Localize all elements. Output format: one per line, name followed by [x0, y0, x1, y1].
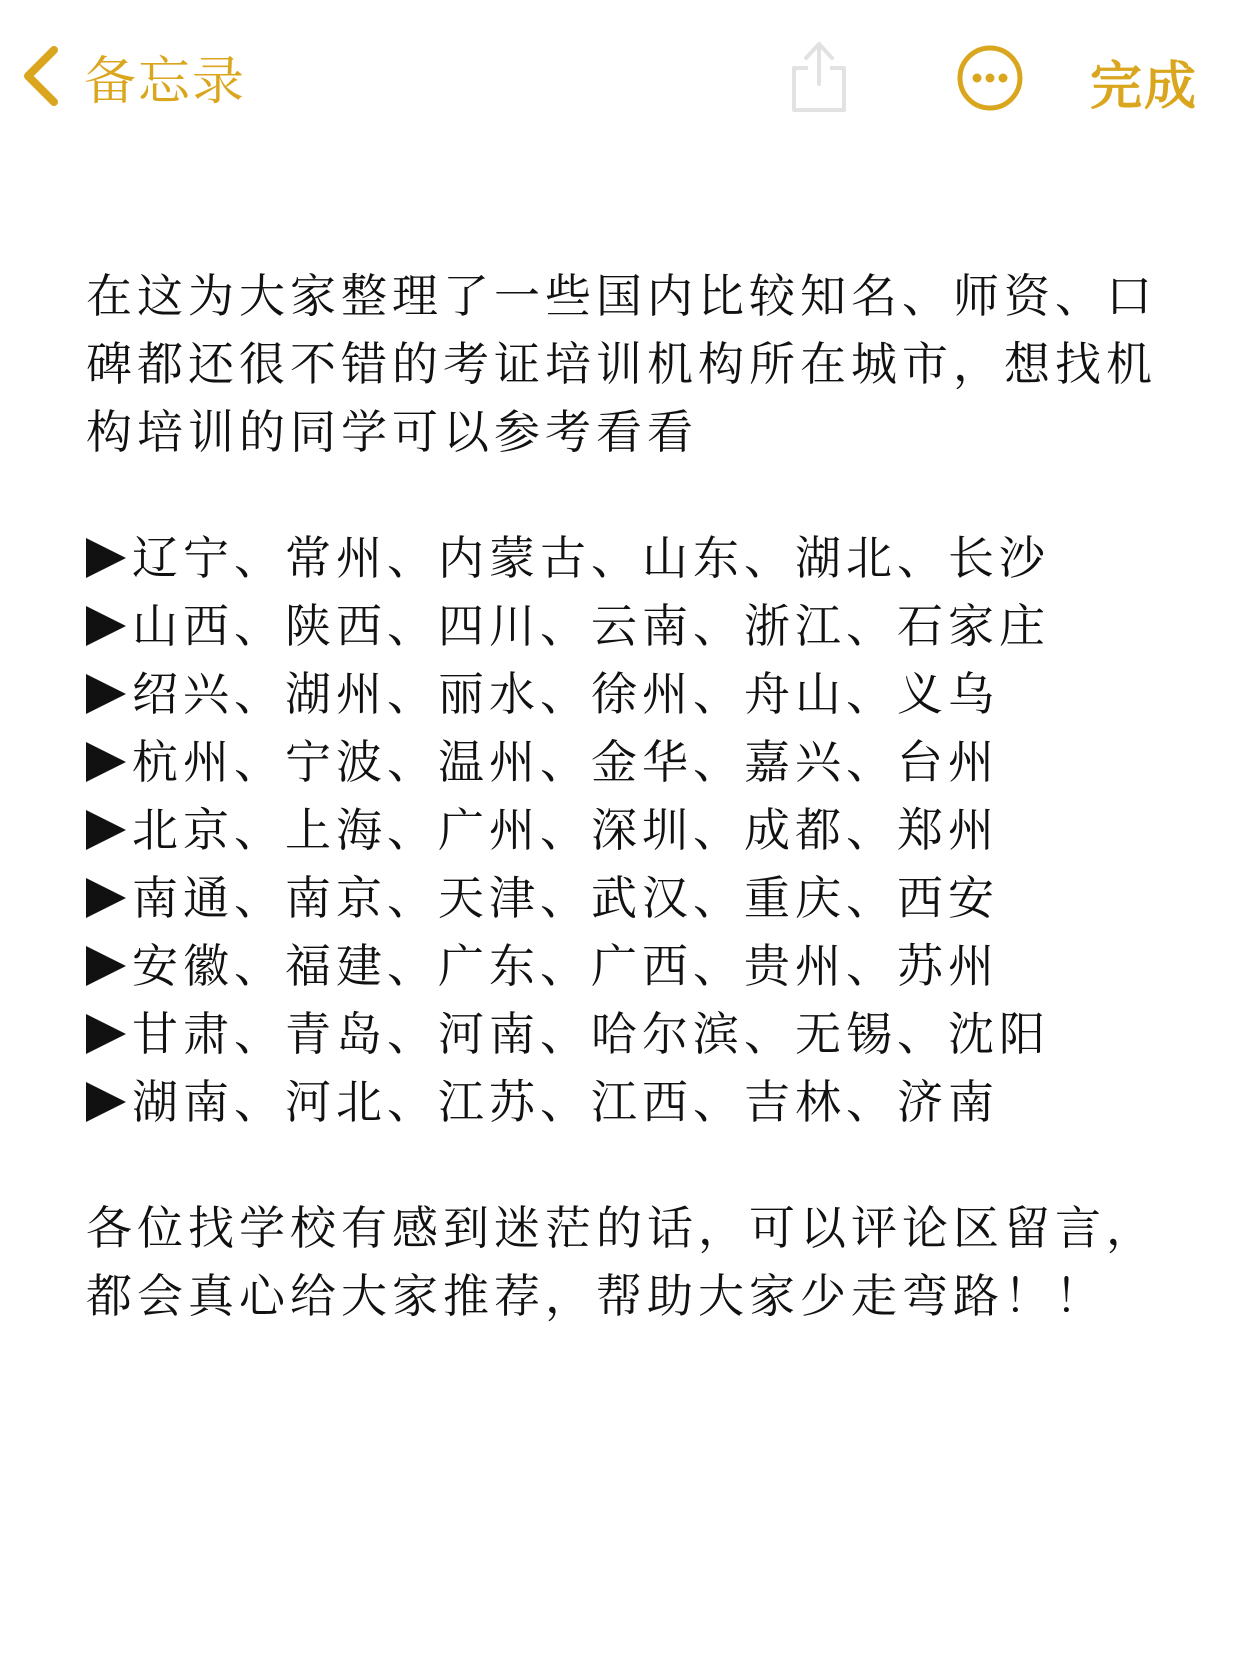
navigation-bar — [0, 0, 1242, 150]
city-list-item-text: 辽宁、常州、内蒙古、山东、湖北、长沙 — [132, 531, 1050, 585]
city-list-item — [86, 932, 1166, 1000]
play-triangle-icon — [86, 810, 126, 850]
play-triangle-icon — [86, 538, 126, 578]
note-body[interactable] — [86, 262, 1166, 1330]
city-list-item — [86, 592, 1166, 660]
back-button[interactable] — [18, 40, 246, 112]
city-list-item-text: 南通、南京、天津、武汉、重庆、西安 — [132, 871, 999, 925]
city-list-item — [86, 1000, 1166, 1068]
city-list-item-text: 安徽、福建、广东、广西、贵州、苏州 — [132, 939, 999, 993]
city-list-item — [86, 796, 1166, 864]
city-list-item — [86, 728, 1166, 796]
note-intro-paragraph: 在这为大家整理了一些国内比较知名、师资、口碑都还很不错的考证培训机构所在城市，想找机构培训的同学可以参考看看 — [86, 269, 1157, 459]
city-list-item — [86, 864, 1166, 932]
city-list-item-text: 山西、陕西、四川、云南、浙江、石家庄 — [132, 599, 1050, 653]
done-button[interactable]: 完成 — [1090, 57, 1199, 117]
chevron-left-icon — [18, 44, 62, 108]
city-list-item — [86, 524, 1166, 592]
play-triangle-icon — [86, 878, 126, 918]
ellipsis-circle-icon — [956, 44, 1024, 112]
city-list-item-text: 甘肃、青岛、河南、哈尔滨、无锡、沈阳 — [132, 1007, 1050, 1061]
play-triangle-icon — [86, 946, 126, 986]
back-label: 备忘录 — [84, 51, 247, 112]
city-list-item-text: 杭州、宁波、温州、金华、嘉兴、台州 — [132, 735, 999, 789]
play-triangle-icon — [86, 1082, 126, 1122]
share-button[interactable] — [786, 38, 852, 114]
city-list-item-text: 绍兴、湖州、丽水、徐州、舟山、义乌 — [132, 667, 999, 721]
play-triangle-icon — [86, 1014, 126, 1054]
play-triangle-icon — [86, 606, 126, 646]
play-triangle-icon — [86, 742, 126, 782]
city-list-item — [86, 1068, 1166, 1136]
city-list — [86, 524, 1166, 1136]
city-list-item — [86, 660, 1166, 728]
more-button[interactable] — [956, 44, 1024, 112]
play-triangle-icon — [86, 674, 126, 714]
share-icon — [786, 38, 852, 114]
note-outro-paragraph: 各位找学校有感到迷茫的话，可以评论区留言，都会真心给大家推荐，帮助大家少走弯路！！ — [86, 1201, 1157, 1323]
city-list-item-text: 北京、上海、广州、深圳、成都、郑州 — [132, 803, 999, 857]
city-list-item-text: 湖南、河北、江苏、江西、吉林、济南 — [132, 1075, 999, 1129]
